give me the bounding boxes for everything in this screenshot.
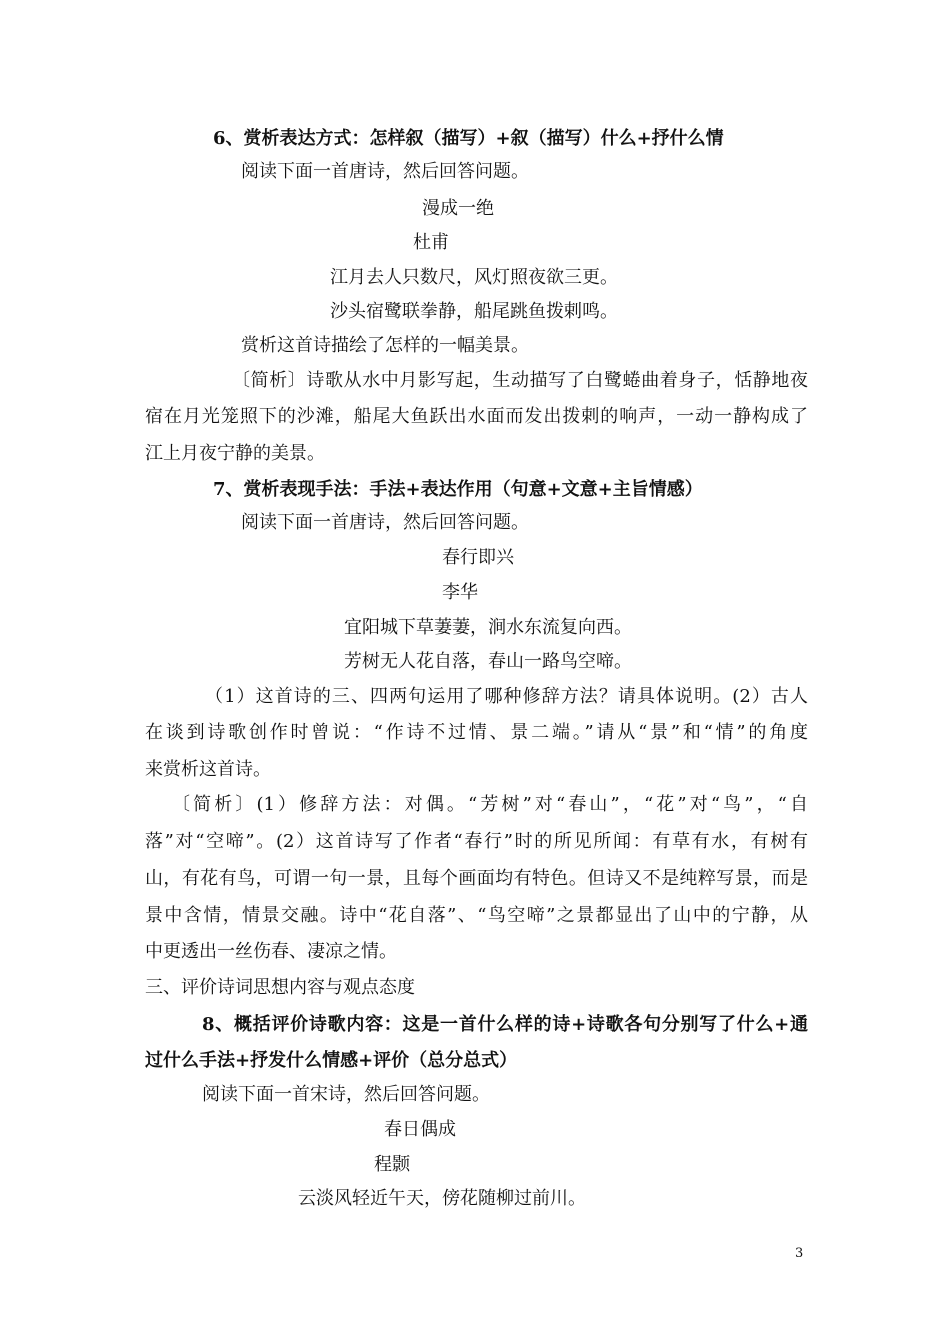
question-line: （1）这首诗的三、四两句运用了哪种修辞方法？请具体说明。(2）古人 (205, 686, 808, 707)
question-line: 在谈到诗歌创作时曾说：“作诗不过情、景二端。”请从“景”和“情”的角度 (145, 722, 808, 743)
poem-line: 芳树无人花自落，春山一路鸟空啼。 (344, 651, 632, 672)
analysis-line: 景中含情，情景交融。诗中“花自落”、“鸟空啼”之景都显出了山中的宁静，从 (145, 905, 808, 926)
analysis-line: 〔简析〕(1）修辞方法：对偶。“芳树”对“春山”，“花”对“鸟”，“自 (172, 794, 808, 815)
poem-author: 杜甫 (413, 232, 449, 253)
page-number: 3 (795, 1246, 804, 1261)
analysis-line: 江上月夜宁静的美景。 (145, 443, 325, 464)
question-line: 来赏析这首诗。 (145, 759, 271, 780)
analysis-line: 〔简析〕诗歌从水中月影写起，生动描写了白鹭蜷曲着身子，恬静地夜 (232, 370, 808, 391)
poem-line: 江月去人只数尺，风灯照夜欲三更。 (330, 267, 618, 288)
poem-line: 云淡风轻近午天，傍花随柳过前川。 (298, 1188, 586, 1209)
analysis-line: 山，有花有鸟，可谓一句一景，且每个画面均有特色。但诗又不是纯粹写景，而是 (145, 868, 808, 889)
poem-line: 宜阳城下草萋萋，涧水东流复向西。 (344, 617, 632, 638)
analysis-line: 落”对“空啼”。(2）这首诗写了作者“春行”时的所见所闻：有草有水，有树有 (145, 831, 808, 852)
section-7-heading: 7、赏析表现手法：手法+表达作用（句意+文意+主旨情感） (213, 479, 703, 500)
poem-author: 程颢 (374, 1154, 410, 1175)
poem-author: 李华 (442, 582, 478, 603)
section-7-instruction: 阅读下面一首唐诗，然后回答问题。 (241, 512, 529, 533)
poem-title: 春行即兴 (442, 547, 514, 568)
poem-line: 沙头宿鹭联拳静，船尾跳鱼拨剌鸣。 (330, 301, 618, 322)
poem-title: 春日偶成 (384, 1119, 456, 1140)
section-6-heading: 6、赏析表达方式：怎样叙（描写）+叙（描写）什么+抒什么情 (213, 128, 724, 149)
section-8-heading-cont: 过什么手法+抒发什么情感+评价（总分总式） (145, 1050, 518, 1071)
question-text: 赏析这首诗描绘了怎样的一幅美景。 (241, 335, 529, 356)
poem-title: 漫成一绝 (422, 198, 494, 219)
section-6-instruction: 阅读下面一首唐诗，然后回答问题。 (241, 161, 529, 182)
section-8-instruction: 阅读下面一首宋诗，然后回答问题。 (202, 1084, 490, 1105)
section-3-heading: 三、评价诗词思想内容与观点态度 (145, 977, 415, 998)
analysis-line: 中更透出一丝伤春、凄凉之情。 (145, 941, 397, 962)
section-8-heading: 8、概括评价诗歌内容：这是一首什么样的诗+诗歌各句分别写了什么+通 (202, 1014, 808, 1035)
analysis-line: 宿在月光笼照下的沙滩，船尾大鱼跃出水面而发出拨剌的响声，一动一静构成了 (145, 406, 808, 427)
